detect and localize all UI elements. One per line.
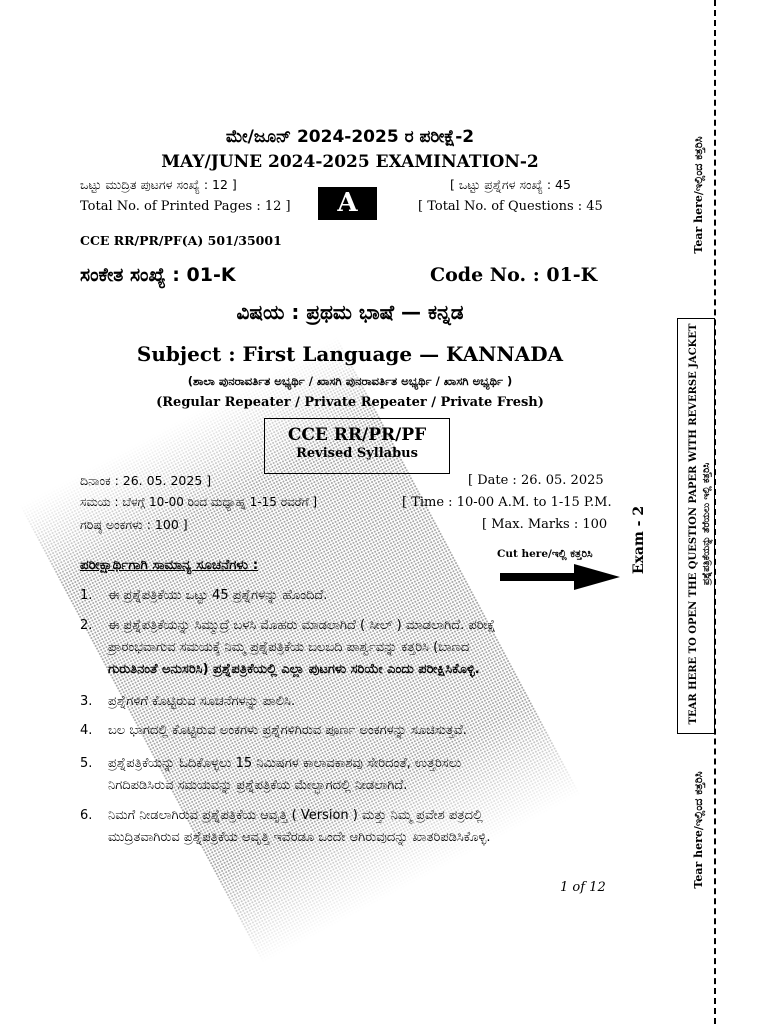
tear-box-kannada: ಪ್ರಶ್ನೆಪತ್ರಿಕೆಯನ್ನು ತೆರೆಯಲು ಇಲ್ಲಿ ಕತ್ತರಿಸಿ [701, 462, 712, 586]
candidate-type-english: (Regular Repeater / Private Repeater / Private Fresh) [156, 395, 544, 410]
instructions-heading: ಪರೀಕ್ಷಾರ್ಥಿಗಾಗಿ ಸಾಮಾನ್ಯ ಸೂಚನೆಗಳು : [80, 557, 259, 573]
tear-here-top: Tear here/ಇಲ್ಲಿಂದ ಕತ್ತರಿಸಿ [692, 136, 705, 254]
title-kannada: ಮೇ/ಜೂನ್ 2024-2025 ರ ಪರೀಕ್ಷೆ-2 [225, 127, 475, 147]
syllabus-box [264, 418, 450, 474]
version-code-badge: A [318, 187, 377, 220]
candidate-type-kannada: (ಶಾಲಾ ಪುನರಾವರ್ತಿತ ಅಭ್ಯರ್ಥಿ / ಖಾಸಗಿ ಪುನರಾವರ್ತಿತ ಅಭ್ಯರ್ಥಿ / ಖಾಸಗಿ ಅಭ್ಯರ್ಥಿ ) [187, 374, 513, 388]
max-marks-english: [ Max. Marks : 100 [482, 517, 608, 532]
paper-code: CCE RR/PR/PF(A) 501/35001 [80, 233, 282, 248]
printed-pages-kannada: ಒಟ್ಟು ಮುದ್ರಿತ ಪುಟಗಳ ಸಂಖ್ಯೆ : 12 ] [80, 177, 237, 192]
title-english: MAY/JUNE 2024-2025 EXAMINATION-2 [161, 152, 539, 172]
tear-box-english: TEAR HERE TO OPEN THE QUESTION PAPER WITH REVERSE JACKET [688, 323, 699, 725]
page-number: 1 of 12 [560, 880, 606, 895]
syllabus-title: CCE RR/PR/PF [287, 425, 427, 445]
subject-kannada: ವಿಷಯ : ಪ್ರಥಮ ಭಾಷೆ — ಕನ್ನಡ [236, 300, 464, 324]
questions-count-kannada: [ ಒಟ್ಟು ಪ್ರಶ್ನೆಗಳ ಸಂಖ್ಯೆ : 45 [450, 177, 571, 192]
time-kannada: ಸಮಯ : ಬೆಳಗ್ಗೆ 10-00 ರಿಂದ ಮಧ್ಯಾಹ್ನ 1-15 ರವರೆಗೆ ] [80, 495, 318, 509]
subject-english: Subject : First Language — KANNADA [136, 342, 564, 366]
date-english: [ Date : 26. 05. 2025 [468, 473, 604, 488]
tear-here-bottom: Tear here/ಇಲ್ಲಿಂದ ಕತ್ತರಿಸಿ [692, 771, 705, 889]
questions-count-english: [ Total No. of Questions : 45 [418, 199, 603, 214]
code-number-english: Code No. : 01-K [430, 264, 598, 286]
time-english: [ Time : 10-00 A.M. to 1-15 P.M. [402, 495, 612, 510]
exam-label: Exam - 2 [631, 505, 647, 575]
cut-here-label: Cut here/ಇಲ್ಲಿ ಕತ್ತರಿಸಿ [497, 548, 593, 560]
max-marks-kannada: ಗರಿಷ್ಠ ಅಂಕಗಳು : 100 ] [80, 517, 188, 532]
date-kannada: ದಿನಾಂಕ : 26. 05. 2025 ] [80, 473, 212, 488]
printed-pages-english: Total No. of Printed Pages : 12 ] [80, 199, 291, 214]
syllabus-subtitle: Revised Syllabus [296, 446, 418, 461]
code-number-kannada: ಸಂಕೇತ ಸಂಖ್ಯೆ : 01-K [80, 264, 236, 286]
